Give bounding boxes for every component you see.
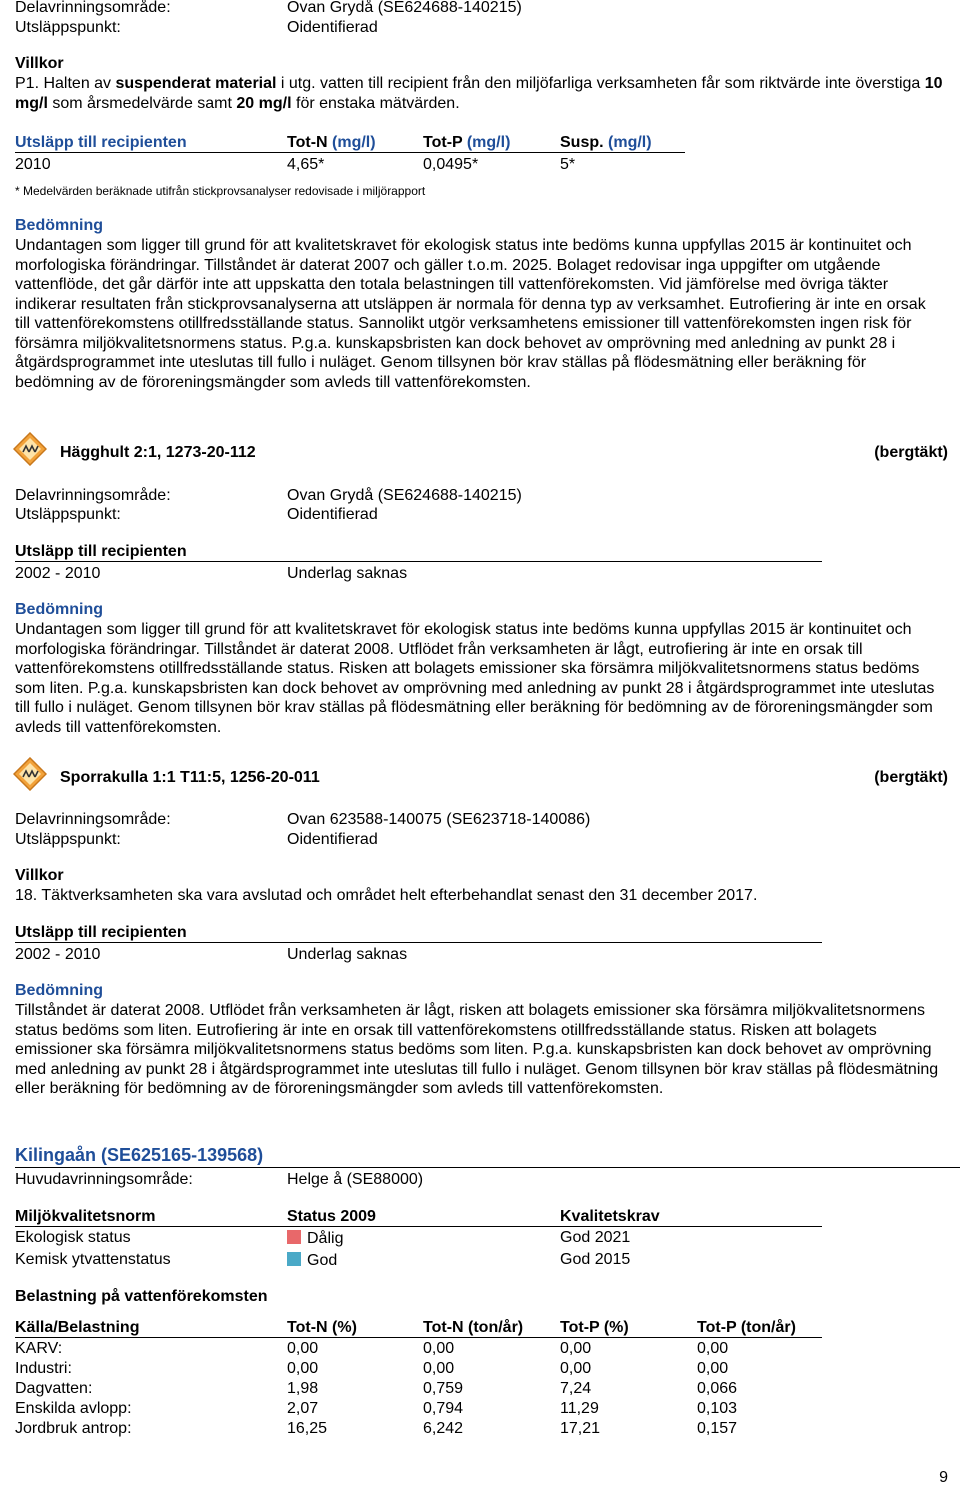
sporrakulla-title: Sporrakulla 1:1 T11:5, 1256-20-011 — [60, 769, 320, 786]
sporrakulla-row-value: Underlag saknas — [287, 946, 408, 963]
bel-row-cell: 17,21 — [560, 1420, 601, 1437]
mkn-kemisk-krav: God 2015 — [560, 1251, 631, 1268]
row-year: 2010 — [15, 156, 51, 173]
bel-row-cell: 6,242 — [423, 1420, 464, 1437]
mkn-ekologisk-name: Ekologisk status — [15, 1229, 131, 1246]
bel-row-cell: 1,98 — [287, 1380, 319, 1397]
sporrakulla-utslapp-value: Oidentifierad — [287, 831, 378, 848]
bel-row-cell: 7,24 — [560, 1380, 592, 1397]
bel-row-cell: 0,759 — [423, 1380, 464, 1397]
bel-row-cell: 0,00 — [560, 1340, 592, 1357]
hagghult-bedomning-heading: Bedömning — [15, 601, 103, 618]
emission-table-heading: Utsläpp till recipienten — [15, 134, 187, 151]
sporrakulla-type: (bergtäkt) — [874, 769, 948, 786]
bel-row-label: Enskilda avlopp: — [15, 1400, 132, 1417]
hagghult-delavr-label: Delavrinningsområde: — [15, 487, 171, 504]
bedomning-text: Undantagen som ligger till grund för att kvalitetskravet för ekologisk status inte bedöms kunna uppfyllas 2015 är kontinuitet och morfologiska förändringar. Tillståndet är daterat 2007 och gäller t.o.m. 2025. Bolaget redovisar inga uppgifter om utgående vattenflöde, det går därför inte att uppskatta den totala belastningen till vattenförekomsten. Vid jämförelse med övriga täkter indikerar resultaten från stickprovsanalyserna att utsläppen är normala för denna typ av verksamhet. Eutrofiering är inte en orsak till vattenförekomstens otillfredsställande status. Sannolikt utgör verksamhetens emissioner till vattenförekomsten ingen risk för försämra miljökvalitetsnormens status. P.g.a. kunskapsbristen kan dock behovet av omprövning med anledning av punkt 28 i åtgärdsprogrammet inte uteslutas till fullo i nuläget. Genom tillsynen bör krav ställas på flödesmätning eller beräkning för bedömning av de föroreningsmängder som avleds till vattenförekomsten. — [15, 237, 926, 391]
sporrakulla-row-year: 2002 - 2010 — [15, 946, 101, 963]
bel-row-label: KARV: — [15, 1340, 63, 1357]
sporrakulla-utslapp-label: Utsläppspunkt: — [15, 831, 121, 848]
bel-header-totp-pct: Tot-P (%) — [560, 1319, 629, 1336]
bel-row-cell: 0,157 — [697, 1420, 738, 1437]
bel-row-cell: 0,00 — [287, 1340, 319, 1357]
sporrakulla-bedomning-text: Tillståndet är daterat 2008. Utflödet från verksamheten är lågt, risken att bolagets emissioner ska försämra miljökvalitetsnormens status bedöms som liten. Eutrofiering är inte en orsak till vattenförekomstens otillfredsställande status. Risken att bolagets emissioner ska försämra miljökvalitetsnormens status bedöms som liten. P.g.a. kunskapsbristen kan dock behovet av omprövning med anledning av punkt 28 i åtgärdsprogrammet inte uteslutas till fullo i nuläget. Genom tillsynen bör krav ställas på flödesmätning eller beräkning för bedömning av de föroreningsmängder som avleds till vattenförekomsten. — [15, 1002, 939, 1097]
mkn-rule — [15, 1226, 822, 1227]
bel-row-label: Industri: — [15, 1360, 72, 1377]
mkn-kemisk-status: God — [287, 1251, 337, 1271]
bel-row-label: Jordbruk antrop: — [15, 1420, 132, 1437]
bel-row-cell: 0,00 — [423, 1340, 455, 1357]
quarry-warning-icon — [13, 757, 47, 791]
hagghult-type: (bergtäkt) — [874, 444, 948, 461]
table-rule — [15, 152, 685, 153]
delavrinning-value: Ovan Grydå (SE624688-140215) — [287, 0, 522, 16]
villkor-text: P1. Halten av suspenderat material i utg. vatten till recipient från den miljöfarliga verksamheten får som riktvärde inte överstiga 10 mg/l som årsmedelvärde samt 20 mg/l för enstaka mätvärden. — [15, 75, 943, 112]
col-header-totn: Tot-N (mg/l) — [287, 134, 376, 151]
bel-header-totn-pct: Tot-N (%) — [287, 1319, 357, 1336]
bedomning-heading: Bedömning — [15, 217, 103, 234]
bel-row-cell: 0,00 — [697, 1340, 729, 1357]
hagghult-title: Hägghult 2:1, 1273-20-112 — [60, 444, 256, 461]
sporrakulla-table-rule — [15, 942, 822, 943]
bel-rule — [15, 1337, 822, 1338]
sporrakulla-delavr-value: Ovan 623588-140075 (SE623718-140086) — [287, 811, 591, 828]
bel-header-kalla: Källa/Belastning — [15, 1319, 140, 1336]
col-header-susp: Susp. (mg/l) — [560, 134, 652, 151]
mkn-kemisk-name: Kemisk ytvattenstatus — [15, 1251, 171, 1268]
belastning-heading: Belastning på vattenförekomsten — [15, 1288, 268, 1305]
page-number: 9 — [939, 1469, 948, 1486]
bel-row-cell: 2,07 — [287, 1400, 319, 1417]
row-totn: 4,65* — [287, 156, 325, 173]
mkn-header-krav: Kvalitetskrav — [560, 1208, 660, 1225]
status-good-swatch — [287, 1252, 301, 1266]
huvudavrinning-label: Huvudavrinningsområde: — [15, 1171, 193, 1188]
mkn-header-status: Status 2009 — [287, 1208, 376, 1225]
bel-row-cell: 0,103 — [697, 1400, 738, 1417]
row-totp: 0,0495* — [423, 156, 479, 173]
utslappspunkt-value: Oidentifierad — [287, 19, 378, 36]
bel-header-totn-ton: Tot-N (ton/år) — [423, 1319, 524, 1336]
hagghult-table-heading: Utsläpp till recipienten — [15, 543, 187, 560]
kilingaan-title-rule — [15, 1167, 960, 1168]
bel-header-totp-ton: Tot-P (ton/år) — [697, 1319, 796, 1336]
hagghult-bedomning-text: Undantagen som ligger till grund för att kvalitetskravet för ekologisk status inte bedöms kunna uppfyllas 2015 är kontinuitet och morfologiska förändringar. Tillståndet är daterat 2008. Utflödet från verksamheten är lågt, eutrofiering är inte en orsak till vattenförekomstens otillfredsställande status. Risken att bolagets emissioner ska försämra miljökvalitetsnormens status bedöms som liten. P.g.a. kunskapsbristen kan dock behovet av omprövning med anledning av punkt 28 i åtgärdsprogrammet inte uteslutas till fullo i nuläget. Genom tillsynen bör krav ställas på flödesmätning eller beräkning för bedömning av de föroreningsmängder som avleds till vattenförekomsten. — [15, 621, 935, 736]
sporrakulla-villkor-heading: Villkor — [15, 867, 64, 884]
sporrakulla-table-heading: Utsläpp till recipienten — [15, 924, 187, 941]
status-bad-swatch — [287, 1230, 301, 1244]
quarry-warning-icon — [13, 432, 47, 466]
sporrakulla-bedomning-heading: Bedömning — [15, 982, 103, 999]
col-header-totp: Tot-P (mg/l) — [423, 134, 511, 151]
mkn-ekologisk-status: Dålig — [287, 1229, 343, 1249]
kilingaan-title: Kilingaån (SE625165-139568) — [15, 1145, 264, 1165]
bel-row-cell: 0,00 — [287, 1360, 319, 1377]
hagghult-delavr-value: Ovan Grydå (SE624688-140215) — [287, 487, 522, 504]
mkn-header-norm: Miljökvalitetsnorm — [15, 1208, 156, 1225]
sporrakulla-villkor-text: 18. Täktverksamheten ska vara avslutad och området helt efterbehandlat senast den 31 december 2017. — [15, 887, 758, 904]
bel-row-cell: 0,00 — [560, 1360, 592, 1377]
footnote: * Medelvärden beräknade utifrån stickprovsanalyser redovisade i miljörapport — [15, 184, 426, 198]
sporrakulla-delavr-label: Delavrinningsområde: — [15, 811, 171, 828]
bel-row-cell: 16,25 — [287, 1420, 328, 1437]
hagghult-utslapp-value: Oidentifierad — [287, 506, 378, 523]
delavrinning-label: Delavrinningsområde: — [15, 0, 171, 16]
bel-row-cell: 0,00 — [423, 1360, 455, 1377]
bel-row-label: Dagvatten: — [15, 1380, 93, 1397]
bel-row-cell: 11,29 — [560, 1400, 599, 1417]
hagghult-row-year: 2002 - 2010 — [15, 565, 101, 582]
hagghult-row-value: Underlag saknas — [287, 565, 408, 582]
villkor-heading: Villkor — [15, 55, 64, 72]
utslappspunkt-label: Utsläppspunkt: — [15, 19, 121, 36]
mkn-ekologisk-krav: God 2021 — [560, 1229, 631, 1246]
huvudavrinning-value: Helge å (SE88000) — [287, 1171, 424, 1188]
row-susp: 5* — [560, 156, 576, 173]
bel-row-cell: 0,794 — [423, 1400, 464, 1417]
bel-row-cell: 0,00 — [697, 1360, 729, 1377]
bel-row-cell: 0,066 — [697, 1380, 738, 1397]
hagghult-table-rule — [15, 561, 822, 562]
hagghult-utslapp-label: Utsläppspunkt: — [15, 506, 121, 523]
